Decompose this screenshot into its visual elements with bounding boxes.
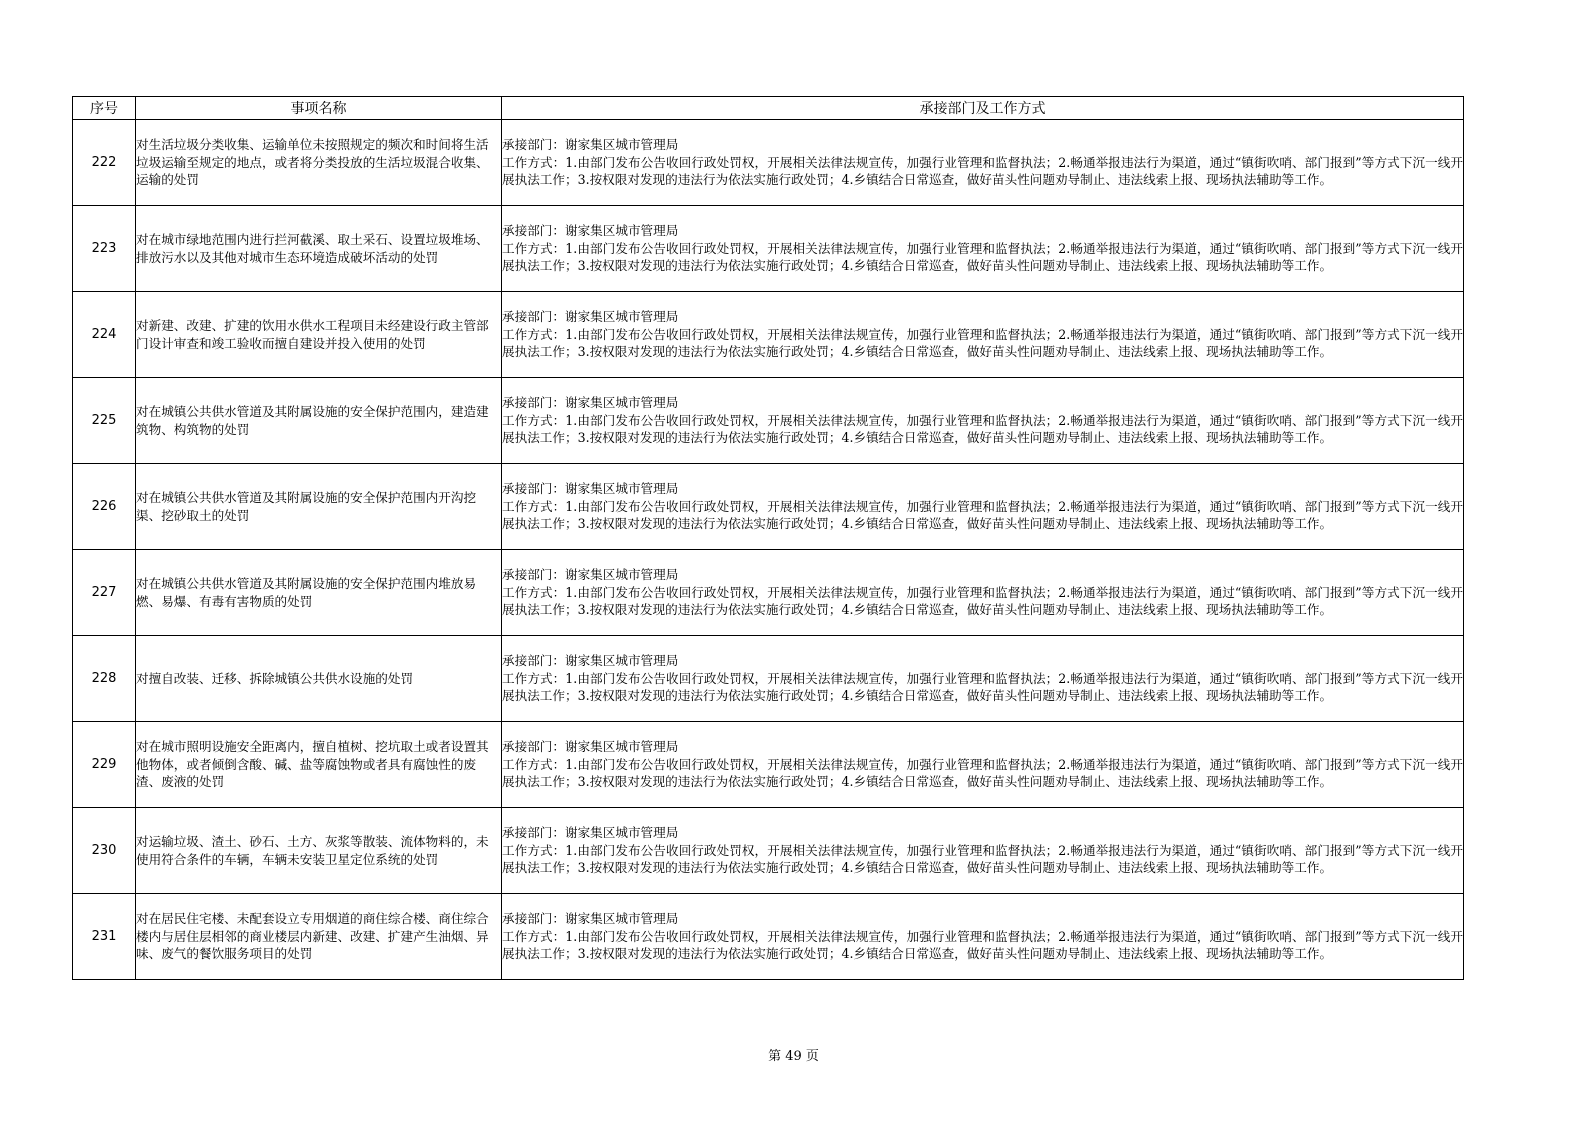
department-method-cell bbox=[502, 206, 1464, 292]
row-number: 224 bbox=[73, 292, 136, 378]
work-method: 工作方式：1.由部门发布公告收回行政处罚权，开展相关法律法规宣传，加强行业管理和监督执法；2.畅通举报违法行为渠道，通过“镇街吹哨、部门报到”等方式下沉一线开展执法工作；3.按权限对发现的违法行为依法实施行政处罚；4.乡镇结合日常巡查，做好苗头性问题劝导制止、违法线索上报、现场执法辅助等工作。 bbox=[502, 670, 1463, 704]
item-name: 对运输垃圾、渣土、砂石、土方、灰浆等散装、流体物料的，未使用符合条件的车辆，车辆未安装卫星定位系统的处罚 bbox=[136, 834, 489, 867]
table-row bbox=[73, 292, 1464, 378]
table-row bbox=[73, 808, 1464, 894]
header-department-method: 承接部门及工作方式 bbox=[502, 97, 1464, 120]
department-method-cell bbox=[502, 808, 1464, 894]
row-number: 229 bbox=[73, 722, 136, 808]
work-method: 工作方式：1.由部门发布公告收回行政处罚权，开展相关法律法规宣传，加强行业管理和监督执法；2.畅通举报违法行为渠道，通过“镇街吹哨、部门报到”等方式下沉一线开展执法工作；3.按权限对发现的违法行为依法实施行政处罚；4.乡镇结合日常巡查，做好苗头性问题劝导制止、违法线索上报、现场执法辅助等工作。 bbox=[502, 928, 1463, 962]
item-name: 对生活垃圾分类收集、运输单位未按照规定的频次和时间将生活垃圾运输至规定的地点，或者将分类投放的生活垃圾混合收集、运输的处罚 bbox=[136, 137, 489, 188]
work-method: 工作方式：1.由部门发布公告收回行政处罚权，开展相关法律法规宣传，加强行业管理和监督执法；2.畅通举报违法行为渠道，通过“镇街吹哨、部门报到”等方式下沉一线开展执法工作；3.按权限对发现的违法行为依法实施行政处罚；4.乡镇结合日常巡查，做好苗头性问题劝导制止、违法线索上报、现场执法辅助等工作。 bbox=[502, 326, 1463, 360]
department: 承接部门：谢家集区城市管理局 bbox=[502, 395, 679, 411]
department-method-cell bbox=[502, 636, 1464, 722]
department-method-cell bbox=[502, 550, 1464, 636]
department-method-cell bbox=[502, 722, 1464, 808]
table-row bbox=[73, 722, 1464, 808]
item-name: 对在城镇公共供水管道及其附属设施的安全保护范围内堆放易燃、易爆、有毒有害物质的处罚 bbox=[136, 576, 477, 609]
department-method-cell bbox=[502, 894, 1464, 980]
item-name-cell bbox=[136, 636, 502, 722]
row-number: 228 bbox=[73, 636, 136, 722]
work-method: 工作方式：1.由部门发布公告收回行政处罚权，开展相关法律法规宣传，加强行业管理和监督执法；2.畅通举报违法行为渠道，通过“镇街吹哨、部门报到”等方式下沉一线开展执法工作；3.按权限对发现的违法行为依法实施行政处罚；4.乡镇结合日常巡查，做好苗头性问题劝导制止、违法线索上报、现场执法辅助等工作。 bbox=[502, 756, 1463, 790]
row-number: 227 bbox=[73, 550, 136, 636]
department: 承接部门：谢家集区城市管理局 bbox=[502, 567, 679, 583]
row-number: 222 bbox=[73, 120, 136, 206]
department-method-cell bbox=[502, 378, 1464, 464]
item-name: 对在城市绿地范围内进行拦河截溪、取土采石、设置垃圾堆场、排放污水以及其他对城市生态环境造成破坏活动的处罚 bbox=[136, 232, 489, 265]
work-method: 工作方式：1.由部门发布公告收回行政处罚权，开展相关法律法规宣传，加强行业管理和监督执法；2.畅通举报违法行为渠道，通过“镇街吹哨、部门报到”等方式下沉一线开展执法工作；3.按权限对发现的违法行为依法实施行政处罚；4.乡镇结合日常巡查，做好苗头性问题劝导制止、违法线索上报、现场执法辅助等工作。 bbox=[502, 154, 1463, 188]
item-name-cell bbox=[136, 722, 502, 808]
item-name-cell bbox=[136, 378, 502, 464]
table-row bbox=[73, 894, 1464, 980]
item-name-cell bbox=[136, 206, 502, 292]
header-number: 序号 bbox=[73, 97, 136, 120]
department: 承接部门：谢家集区城市管理局 bbox=[502, 481, 679, 497]
item-name: 对擅自改装、迁移、拆除城镇公共供水设施的处罚 bbox=[136, 670, 414, 686]
row-number: 226 bbox=[73, 464, 136, 550]
department-method-cell bbox=[502, 120, 1464, 206]
department: 承接部门：谢家集区城市管理局 bbox=[502, 223, 679, 239]
item-name: 对新建、改建、扩建的饮用水供水工程项目未经建设行政主管部门设计审查和竣工验收而擅自建设并投入使用的处罚 bbox=[136, 318, 489, 351]
item-name-cell bbox=[136, 120, 502, 206]
table-header-row bbox=[73, 97, 1464, 120]
item-name-cell bbox=[136, 808, 502, 894]
work-method: 工作方式：1.由部门发布公告收回行政处罚权，开展相关法律法规宣传，加强行业管理和监督执法；2.畅通举报违法行为渠道，通过“镇街吹哨、部门报到”等方式下沉一线开展执法工作；3.按权限对发现的违法行为依法实施行政处罚；4.乡镇结合日常巡查，做好苗头性问题劝导制止、违法线索上报、现场执法辅助等工作。 bbox=[502, 498, 1463, 532]
department: 承接部门：谢家集区城市管理局 bbox=[502, 739, 679, 755]
item-name: 对在居民住宅楼、未配套设立专用烟道的商住综合楼、商住综合楼内与居住层相邻的商业楼层内新建、改建、扩建产生油烟、异味、废气的餐饮服务项目的处罚 bbox=[136, 911, 489, 962]
work-method: 工作方式：1.由部门发布公告收回行政处罚权，开展相关法律法规宣传，加强行业管理和监督执法；2.畅通举报违法行为渠道，通过“镇街吹哨、部门报到”等方式下沉一线开展执法工作；3.按权限对发现的违法行为依法实施行政处罚；4.乡镇结合日常巡查，做好苗头性问题劝导制止、违法线索上报、现场执法辅助等工作。 bbox=[502, 240, 1463, 274]
department: 承接部门：谢家集区城市管理局 bbox=[502, 825, 679, 841]
header-item-name: 事项名称 bbox=[136, 97, 502, 120]
items-table bbox=[72, 96, 1464, 980]
item-name-cell bbox=[136, 894, 502, 980]
department-method-cell bbox=[502, 464, 1464, 550]
table-row bbox=[73, 550, 1464, 636]
item-name-cell bbox=[136, 292, 502, 378]
table-row bbox=[73, 206, 1464, 292]
item-name: 对在城镇公共供水管道及其附属设施的安全保护范围内，建造建筑物、构筑物的处罚 bbox=[136, 404, 489, 437]
department-method-cell bbox=[502, 292, 1464, 378]
row-number: 231 bbox=[73, 894, 136, 980]
department: 承接部门：谢家集区城市管理局 bbox=[502, 309, 679, 325]
row-number: 230 bbox=[73, 808, 136, 894]
item-name: 对在城镇公共供水管道及其附属设施的安全保护范围内开沟挖渠、挖砂取土的处罚 bbox=[136, 490, 477, 523]
item-name-cell bbox=[136, 550, 502, 636]
department: 承接部门：谢家集区城市管理局 bbox=[502, 137, 679, 153]
item-name: 对在城市照明设施安全距离内，擅自植树、挖坑取土或者设置其他物体，或者倾倒含酸、碱、盐等腐蚀物或者具有腐蚀性的废渣、废液的处罚 bbox=[136, 739, 489, 790]
table-row bbox=[73, 636, 1464, 722]
page-number: 第 49 页 bbox=[768, 1049, 819, 1064]
work-method: 工作方式：1.由部门发布公告收回行政处罚权，开展相关法律法规宣传，加强行业管理和监督执法；2.畅通举报违法行为渠道，通过“镇街吹哨、部门报到”等方式下沉一线开展执法工作；3.按权限对发现的违法行为依法实施行政处罚；4.乡镇结合日常巡查，做好苗头性问题劝导制止、违法线索上报、现场执法辅助等工作。 bbox=[502, 412, 1463, 446]
table-row bbox=[73, 378, 1464, 464]
row-number: 225 bbox=[73, 378, 136, 464]
table-row bbox=[73, 120, 1464, 206]
work-method: 工作方式：1.由部门发布公告收回行政处罚权，开展相关法律法规宣传，加强行业管理和监督执法；2.畅通举报违法行为渠道，通过“镇街吹哨、部门报到”等方式下沉一线开展执法工作；3.按权限对发现的违法行为依法实施行政处罚；4.乡镇结合日常巡查，做好苗头性问题劝导制止、违法线索上报、现场执法辅助等工作。 bbox=[502, 584, 1463, 618]
table-row bbox=[73, 464, 1464, 550]
item-name-cell bbox=[136, 464, 502, 550]
department: 承接部门：谢家集区城市管理局 bbox=[502, 653, 679, 669]
department: 承接部门：谢家集区城市管理局 bbox=[502, 911, 679, 927]
work-method: 工作方式：1.由部门发布公告收回行政处罚权，开展相关法律法规宣传，加强行业管理和监督执法；2.畅通举报违法行为渠道，通过“镇街吹哨、部门报到”等方式下沉一线开展执法工作；3.按权限对发现的违法行为依法实施行政处罚；4.乡镇结合日常巡查，做好苗头性问题劝导制止、违法线索上报、现场执法辅助等工作。 bbox=[502, 842, 1463, 876]
row-number: 223 bbox=[73, 206, 136, 292]
